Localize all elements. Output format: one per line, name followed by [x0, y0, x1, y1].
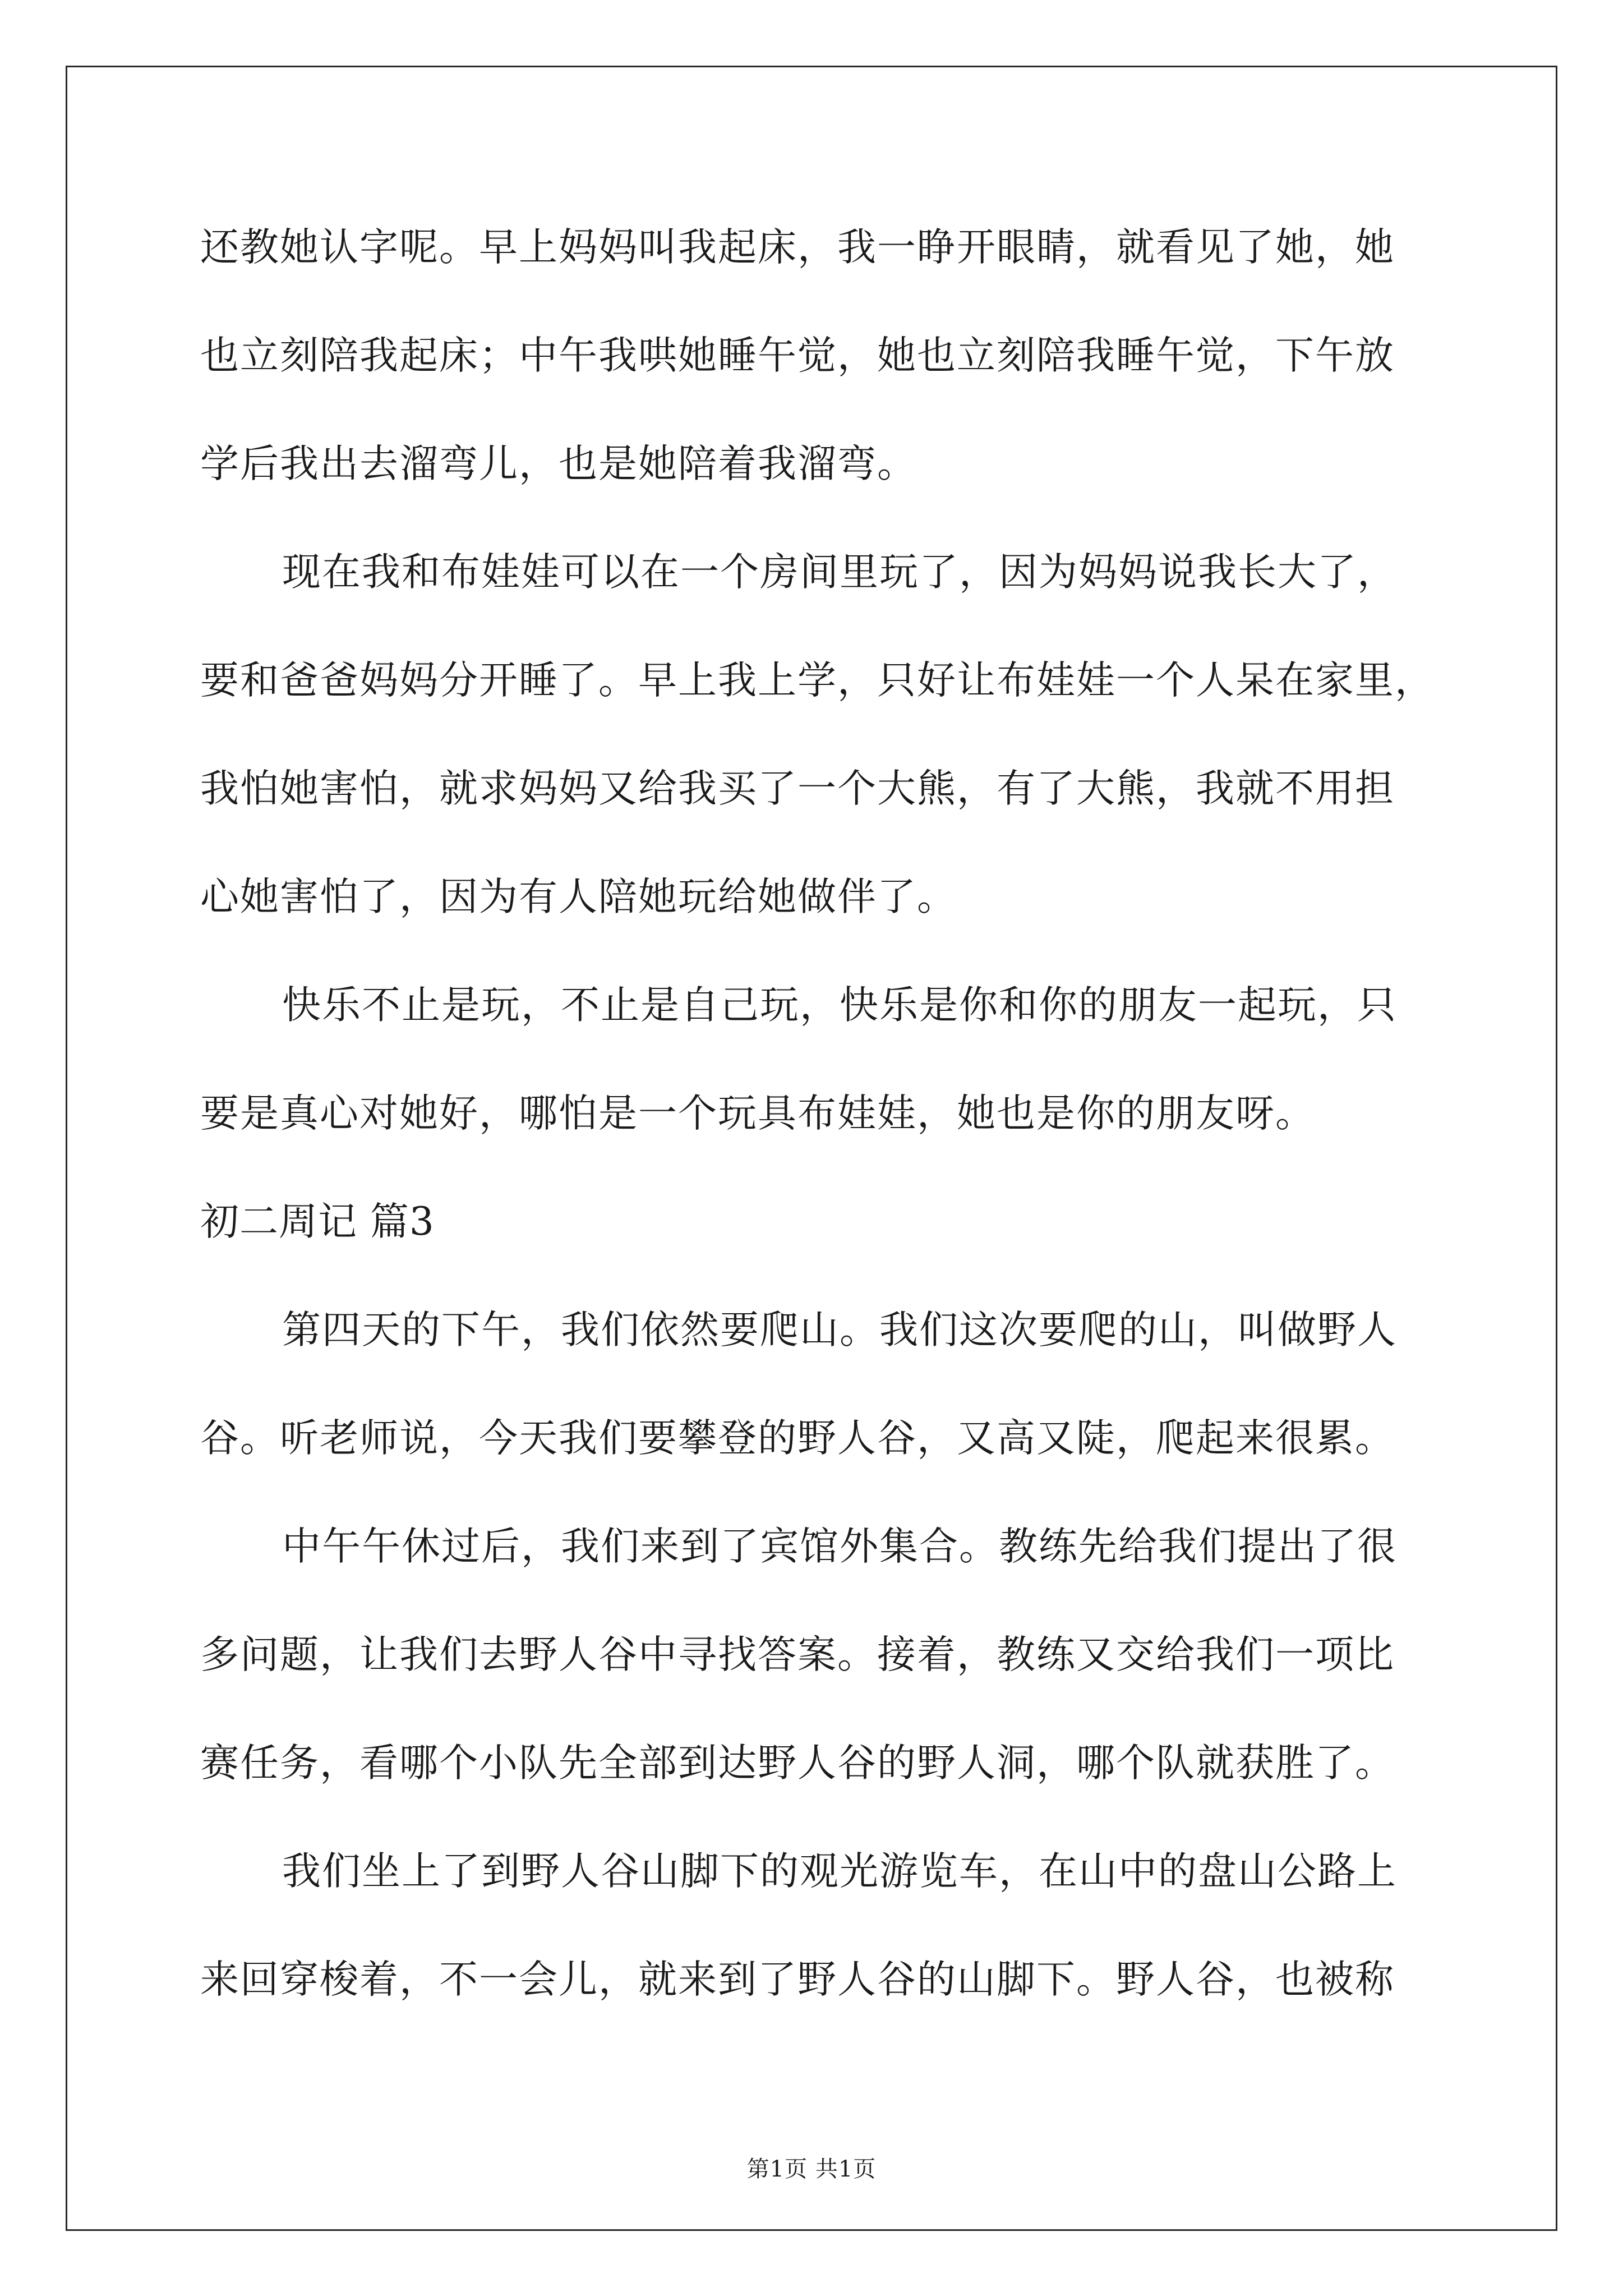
page-footer: 第1页 共1页 — [746, 2156, 877, 2182]
text-line: 心她害怕了，因为有人陪她玩给她做伴了。 — [200, 875, 957, 919]
text-line: 学后我出去溜弯儿，也是她陪着我溜弯。 — [200, 441, 917, 486]
text-line: 要是真心对她好，哪怕是一个玩具布娃娃，她也是你的朋友呀。 — [200, 1091, 1315, 1136]
text-line: 要和爸爸妈妈分开睡了。早上我上学，只好让布娃娃一个人呆在家里， — [200, 658, 1435, 703]
text-line: 谷。听老师说，今天我们要攀登的野人谷，又高又陡，爬起来很累。 — [200, 1416, 1395, 1461]
text-line: 赛任务，看哪个小队先全部到达野人谷的野人洞，哪个队就获胜了。 — [200, 1741, 1395, 1786]
text-line: 来回穿梭着，不一会儿，就来到了野人谷的山脚下。野人谷，也被称 — [200, 1957, 1395, 2002]
text-line: 还教她认字呢。早上妈妈叫我起床，我一睁开眼睛，就看见了她，她 — [200, 225, 1395, 270]
paragraph-start-line: 中午午休过后，我们来到了宾馆外集合。教练先给我们提出了很 — [282, 1524, 1397, 1569]
paragraph-start-line: 现在我和布娃娃可以在一个房间里玩了，因为妈妈说我长大了， — [282, 550, 1397, 595]
paragraph-start-line: 第四天的下午，我们依然要爬山。我们这次要爬的山，叫做野人 — [282, 1308, 1397, 1352]
text-line: 多问题，让我们去野人谷中寻找答案。接着，教练又交给我们一项比 — [200, 1632, 1395, 1677]
paragraph-start-line: 我们坐上了到野人谷山脚下的观光游览车，在山中的盘山公路上 — [282, 1849, 1397, 1894]
section-heading: 初二周记 篇3 — [200, 1199, 435, 1244]
text-line: 我怕她害怕，就求妈妈又给我买了一个大熊，有了大熊，我就不用担 — [200, 766, 1395, 811]
paragraph-start-line: 快乐不止是玩，不止是自己玩，快乐是你和你的朋友一起玩，只 — [282, 983, 1397, 1028]
text-line: 也立刻陪我起床；中午我哄她睡午觉，她也立刻陪我睡午觉，下午放 — [200, 333, 1395, 378]
document-body — [200, 194, 1468, 2034]
